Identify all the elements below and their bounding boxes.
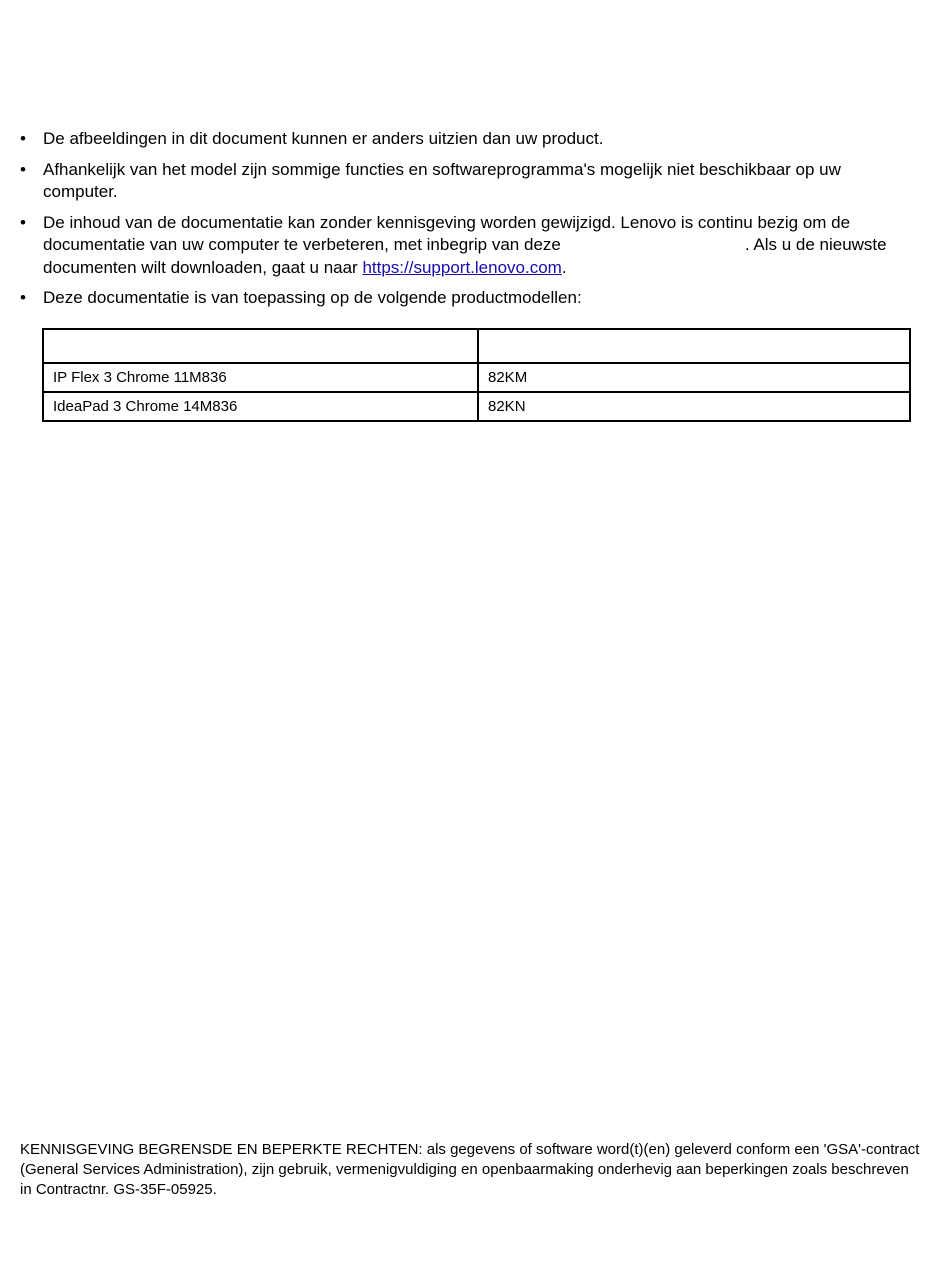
- table-header-cell: [43, 329, 478, 363]
- bullet-icon: •: [20, 212, 26, 232]
- support-link[interactable]: https://support.lenovo.com: [362, 257, 562, 277]
- list-item: [20, 212, 900, 280]
- table-header-row: [43, 329, 910, 363]
- bullet-text: Afhankelijk van het model zijn sommige functies en softwareprogramma's mogelijk niet beschikbaar op uw computer.: [43, 159, 841, 201]
- bullet-text: .: [561, 257, 567, 277]
- list-item: [20, 128, 900, 151]
- model-name-cell: IdeaPad 3 Chrome 14M836: [43, 392, 478, 421]
- model-name-cell: IP Flex 3 Chrome 11M836: [43, 363, 478, 392]
- bullet-text: . Als u de nieuwste documenten wilt downloaden, gaat u naar: [43, 235, 887, 277]
- bullet-text: De inhoud van de documentatie kan zonder kennisgeving worden gewijzigd. Lenovo is continu bezig om de documentatie van uw computer te verbeteren, met inbegrip van deze: [43, 212, 851, 254]
- bullet-icon: •: [20, 288, 26, 307]
- product-models-table: [42, 328, 911, 422]
- machine-type-cell: 82KN: [478, 392, 910, 421]
- table-row: [43, 363, 910, 392]
- bullet-icon: •: [20, 129, 26, 148]
- list-item: [20, 159, 900, 204]
- table-header-cell: [478, 329, 910, 363]
- machine-type-cell: 82KM: [478, 363, 910, 392]
- bullet-text: De afbeeldingen in dit document kunnen er anders uitzien dan uw product.: [43, 129, 604, 148]
- table-row: [43, 392, 910, 421]
- bullet-text: Deze documentatie is van toepassing op de volgende productmodellen:: [43, 288, 582, 307]
- restricted-rights-notice: KENNISGEVING BEGRENSDE EN BEPERKTE RECHTEN: als gegevens of software word(t)(en) geleverd conform een 'GSA'-contract (General Services Administration), zijn gebruik, vermenigvuldiging en openbaarmaking onderhevig aan beperkingen zoals beschreven in Contractnr. GS-35F-05925.: [20, 1141, 920, 1198]
- bullet-list: [20, 128, 900, 318]
- bullet-icon: •: [20, 159, 26, 179]
- list-item: [20, 287, 900, 310]
